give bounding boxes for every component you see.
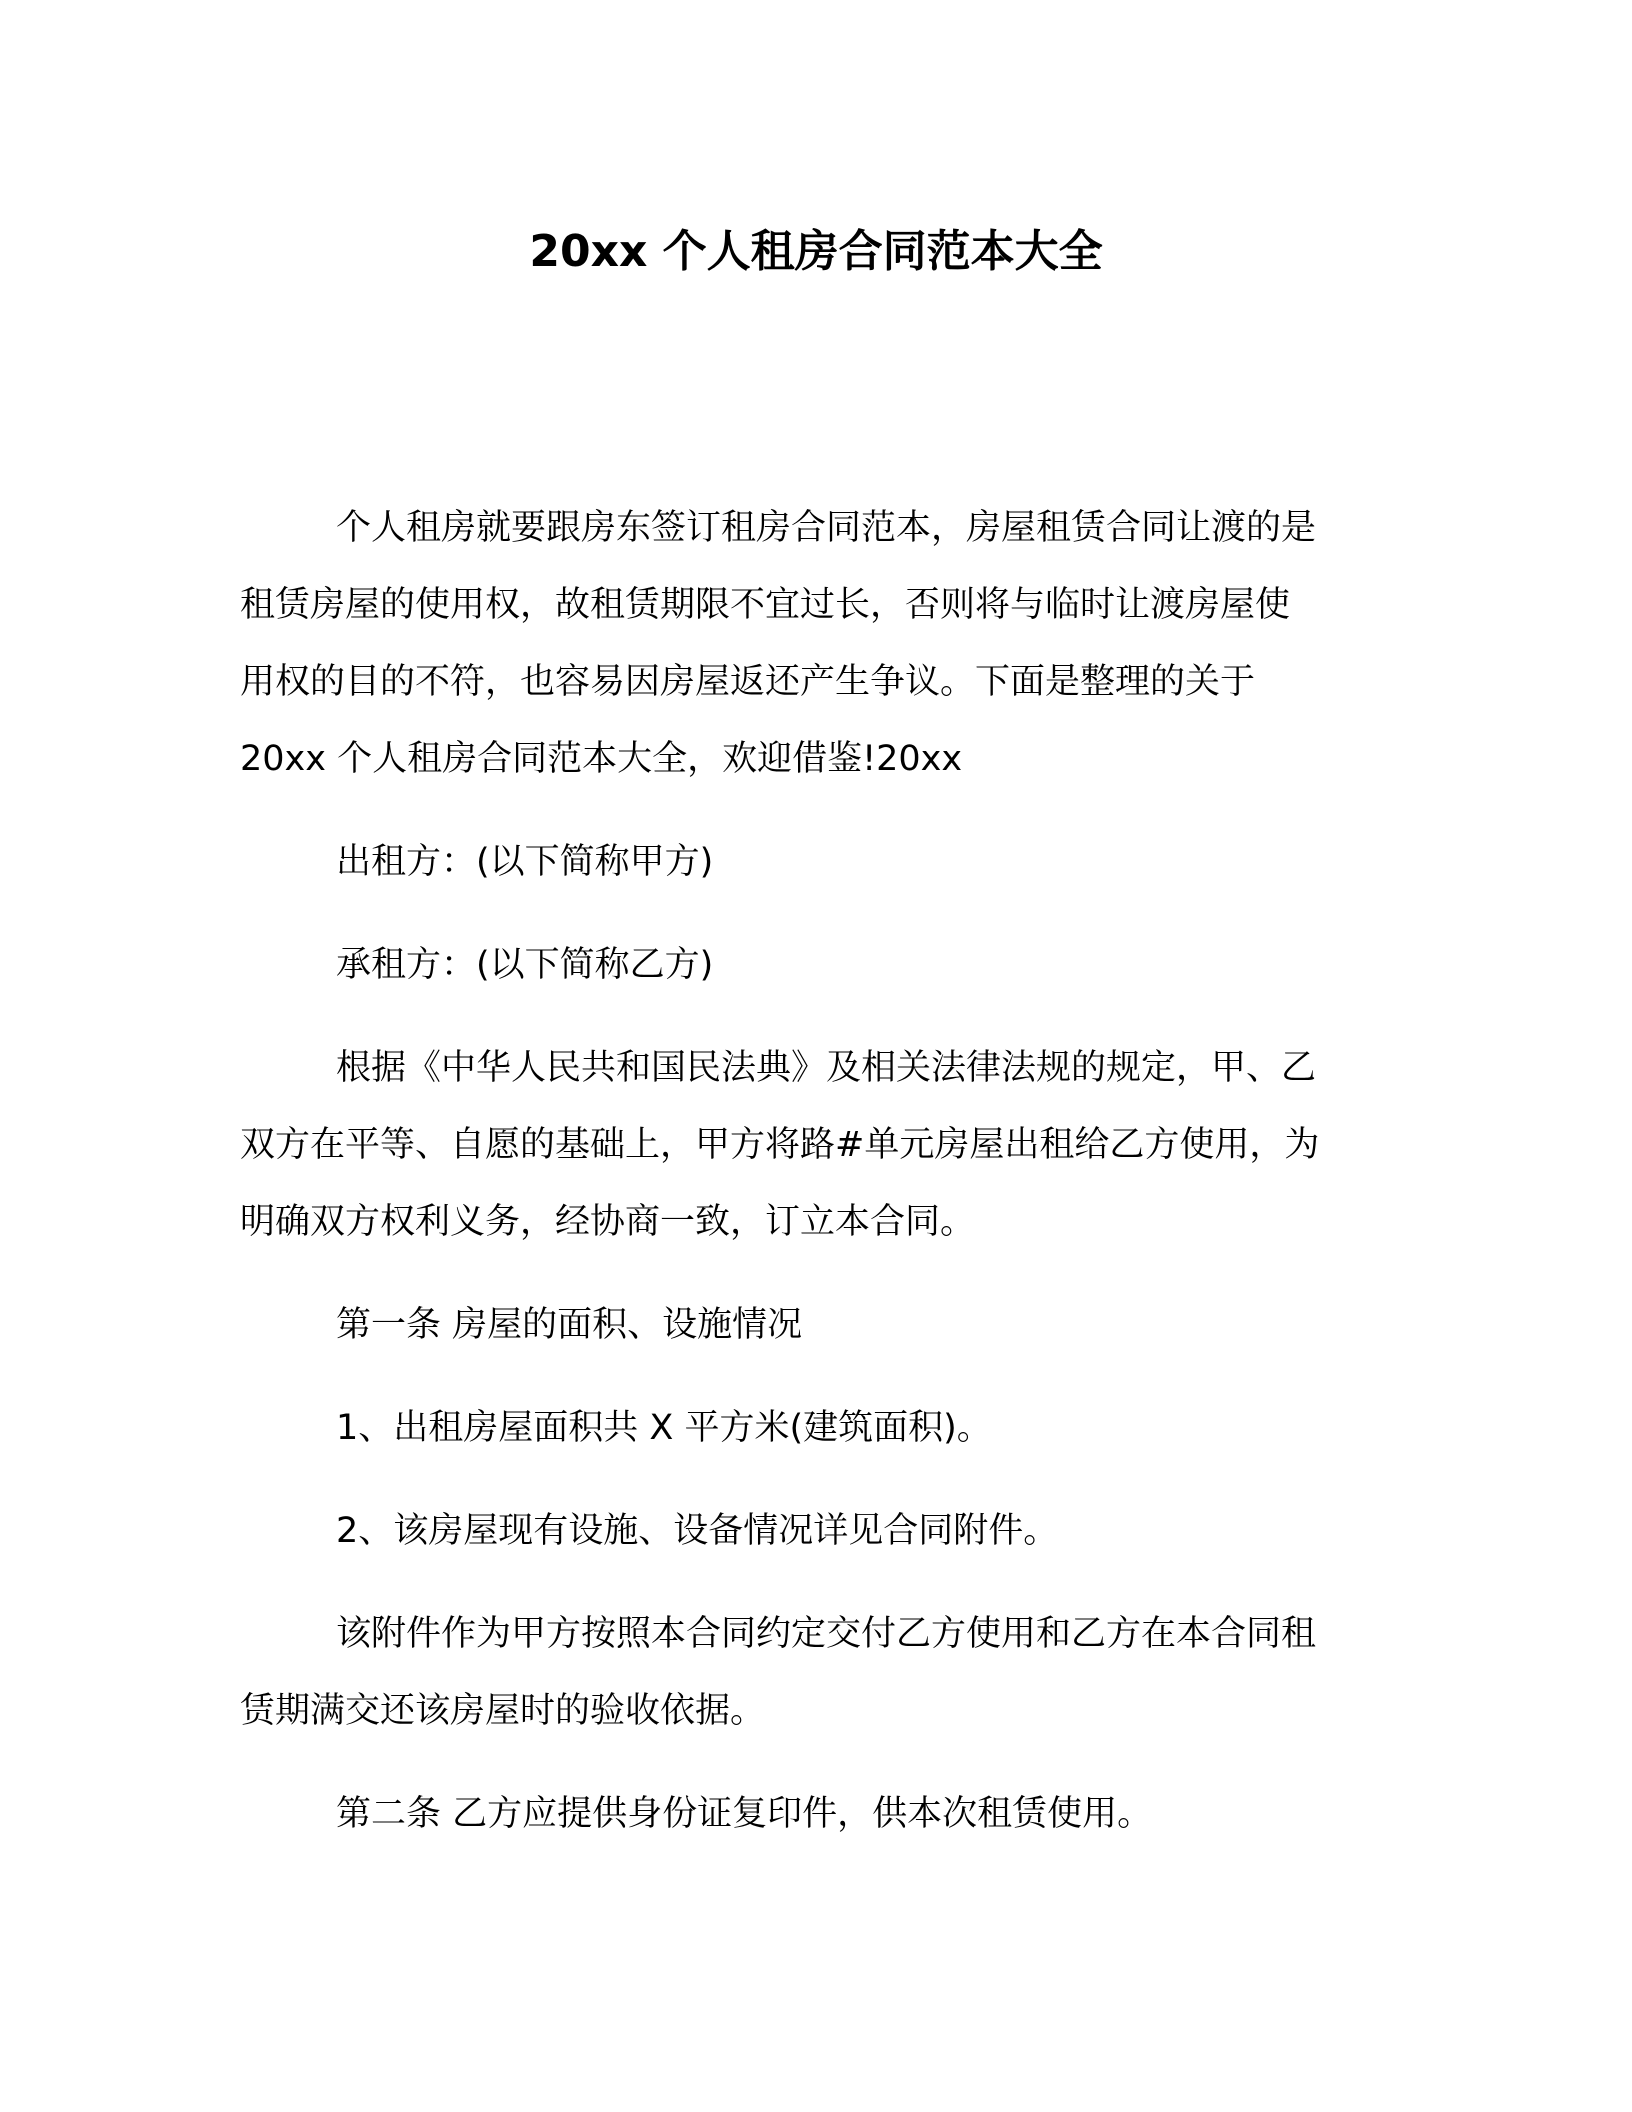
paragraph-line: 20xx 个人租房合同范本大全，欢迎借鉴!20xx <box>240 739 963 779</box>
paragraph-legal-basis <box>240 1030 1390 1261</box>
paragraph-line: 1、出租房屋面积共 X 平方米(建筑面积)。 <box>336 1408 992 1448</box>
paragraph-lessee <box>240 927 1390 1004</box>
paragraph-line: 租赁房屋的使用权，故租赁期限不宜过长，否则将与临时让渡房屋使 <box>240 585 1291 625</box>
paragraph-line: 第二条 乙方应提供身份证复印件，供本次租赁使用。 <box>336 1794 1153 1834</box>
paragraph-line: 明确双方权利义务，经协商一致，订立本合同。 <box>240 1202 976 1242</box>
paragraph-intro <box>240 490 1390 798</box>
article-heading <box>240 1776 1390 1853</box>
paragraph-line: 出租方：(以下简称甲方) <box>336 842 714 882</box>
paragraph-line: 承租方：(以下简称乙方) <box>336 945 714 985</box>
list-item <box>240 1390 1390 1467</box>
paragraph-line: 个人租房就要跟房东签订租房合同范本，房屋租赁合同让渡的是 <box>336 508 1317 548</box>
paragraph-line: 2、该房屋现有设施、设备情况详见合同附件。 <box>336 1511 1059 1551</box>
list-item <box>240 1493 1390 1570</box>
paragraph-line: 根据《中华人民共和国民法典》及相关法律法规的规定，甲、乙 <box>336 1048 1317 1088</box>
document-title: 20xx 个人租房合同范本大全 <box>529 226 1103 277</box>
paragraph-line: 赁期满交还该房屋时的验收依据。 <box>240 1691 766 1731</box>
document-body <box>240 490 1390 1879</box>
paragraph-line: 第一条 房屋的面积、设施情况 <box>336 1305 803 1345</box>
paragraph-lessor <box>240 824 1390 901</box>
paragraph-line: 双方在平等、自愿的基础上，甲方将路#单元房屋出租给乙方使用，为 <box>240 1125 1320 1165</box>
paragraph-line: 用权的目的不符，也容易因房屋返还产生争议。下面是整理的关于 <box>240 662 1256 702</box>
paragraph-line: 该附件作为甲方按照本合同约定交付乙方使用和乙方在本合同租 <box>336 1614 1317 1654</box>
paragraph-attachment <box>240 1596 1390 1750</box>
article-heading <box>240 1287 1390 1364</box>
